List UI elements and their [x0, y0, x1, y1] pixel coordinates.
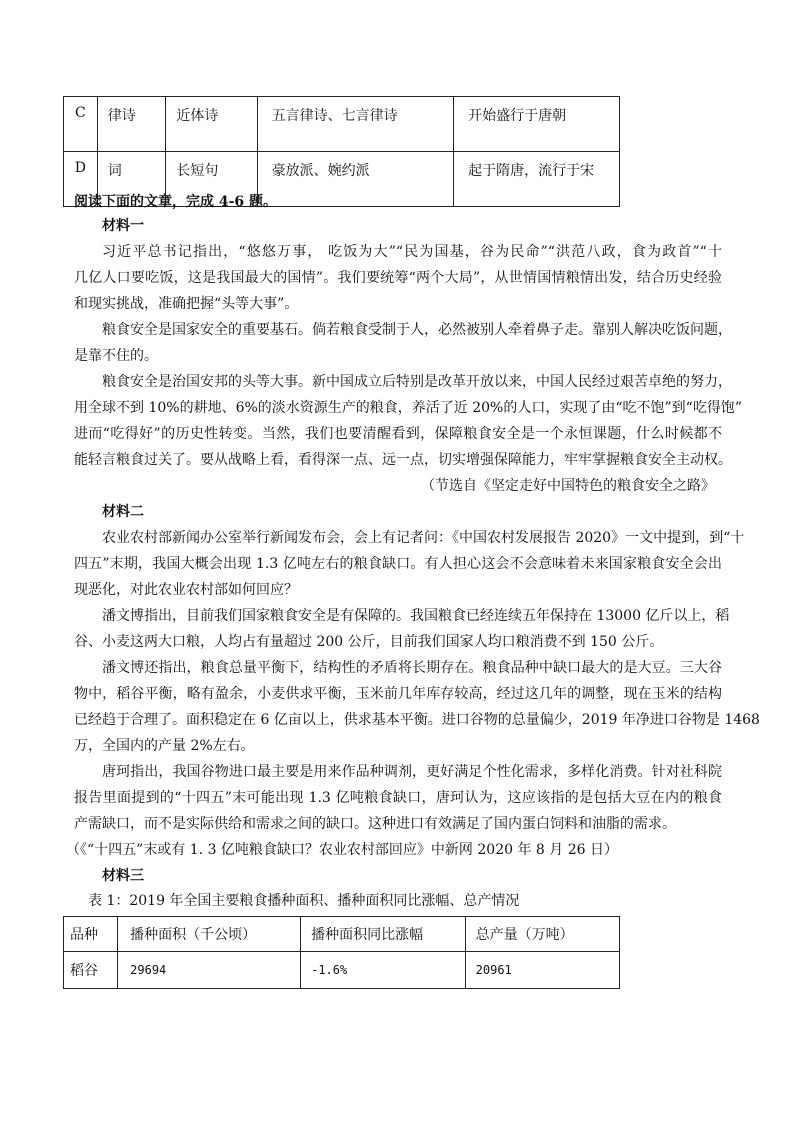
literary-forms-table: [63, 96, 620, 207]
table-cell: 开始盛行于唐朝: [454, 97, 620, 152]
table-cell: 近体诗: [166, 97, 257, 152]
material-1-source: （节选自《坚定走好中国特色的粮食安全之路》: [421, 478, 715, 494]
table-cell: -1.6%: [301, 952, 466, 989]
table-cell: D: [64, 152, 98, 207]
paragraph-line: 四五”末期，我国大概会出现 1.3 亿吨左右的粮食缺口。有人担心这会不会意味着未来国家粮食安全会出: [74, 556, 722, 572]
paragraph-line: 谷、小麦这两大口粮，人均占有量超过 200 公斤，目前我们国家人均口粮消费不到 150 公斤。: [74, 634, 664, 650]
table-header-cell: 品种: [64, 917, 118, 952]
material-2-source: （《“十四五”末或有 1. 3 亿吨粮食缺口？农业农村部回应》中新网 2020 年 8 月 26 日）: [66, 842, 618, 858]
paragraph-line: 和现实挑战，准确把握“头等大事”。: [74, 296, 299, 312]
paragraph-line: 习近平总书记指出，“悠悠万事， 吃饭为大”“民为国基，谷为民命”“洪范八政，食为政首”“十: [102, 244, 722, 260]
table-cell: 29694: [118, 952, 301, 989]
table-cell: C: [64, 97, 98, 152]
table-header-cell: 播种面积（千公顷）: [118, 917, 301, 952]
material-3-heading: 材料三: [102, 868, 144, 884]
table-cell: 20961: [465, 952, 619, 989]
material-2-heading: 材料二: [102, 504, 144, 520]
paragraph-line: 能轻言粮食过关了。要从战略上看，看得深一点、远一点，切实增强保障能力，牢牢掌握粮食安全主动权。: [74, 452, 732, 468]
paragraph-line: 唐珂指出，我国谷物进口最主要是用来作品种调剂，更好满足个性化需求，多样化消费。针对社科院: [102, 764, 722, 780]
table-header-row: [64, 917, 620, 952]
paragraph-line: 产需缺口，而不是实际供给和需求之间的缺口。这种进口有效满足了国内蛋白饲料和油脂的需求。: [74, 816, 676, 832]
paragraph-line: 万，全国内的产量 2%左右。: [74, 738, 255, 754]
paragraph-line: 用全球不到 10%的耕地、6%的淡水资源生产的粮食，养活了近 20%的人口，实现了由“吃不饱”到“吃得饱”: [74, 400, 742, 416]
table-header-cell: 播种面积同比涨幅: [301, 917, 466, 952]
table-cell: 稻谷: [64, 952, 118, 989]
paragraph-line: 已经趋于合理了。面积稳定在 6 亿亩以上，供求基本平衡。进口谷物的总量偏少，2019 年净进口谷物是 1468: [74, 712, 760, 728]
material-1-heading: 材料一: [102, 218, 144, 234]
paragraph-line: 是靠不住的。: [74, 348, 158, 364]
table-row: [64, 97, 620, 152]
grain-statistics-table: [63, 916, 620, 989]
table-cell: 长短句: [166, 152, 257, 207]
table-row: [64, 952, 620, 989]
table-caption: 表 1：2019 年全国主要粮食播种面积、播种面积同比涨幅、总产情况: [88, 893, 520, 909]
paragraph-line: 报告里面提到的“十四五”末可能出现 1.3 亿吨粮食缺口，唐珂认为，这应该指的是包括大豆在内的粮食: [74, 790, 722, 806]
paragraph-line: 物中，稻谷平衡，略有盈余，小麦供求平衡，玉米前几年库存较高，经过这几年的调整，现在玉米的结构: [74, 686, 722, 702]
table-header-cell: 总产量（万吨）: [465, 917, 619, 952]
paragraph-line: 进而“吃得好”的历史性转变。当然，我们也要清醒看到，保障粮食安全是一个永恒课题，什么时候都不: [74, 426, 722, 442]
paragraph-line: 粮食安全是国家安全的重要基石。倘若粮食受制于人，必然被别人牵着鼻子走。靠别人解决吃饭问题，: [102, 322, 732, 338]
paragraph-line: 粮食安全是治国安邦的头等大事。新中国成立后特别是改革开放以来，中国人民经过艰苦卓绝的努力，: [102, 374, 732, 390]
paragraph-line: 潘文博指出，目前我们国家粮食安全是有保障的。我国粮食已经连续五年保持在 13000 亿斤以上，稻: [102, 608, 730, 624]
reading-instruction: 阅读下面的文章，完成 4-6 题。: [74, 194, 278, 210]
table-cell: 起于隋唐，流行于宋: [454, 152, 620, 207]
table-cell: 五言律诗、七言律诗: [257, 97, 453, 152]
paragraph-line: 现恶化，对此农业农村部如何回应？: [74, 582, 298, 598]
paragraph-line: 农业农村部新闻办公室举行新闻发布会，会上有记者问：《中国农村发展报告 2020》一文中提到，到“十: [102, 530, 745, 546]
paragraph-line: 潘文博还指出，粮食总量平衡下，结构性的矛盾将长期存在。粮食品种中缺口最大的是大豆。三大谷: [102, 660, 722, 676]
table-cell: 豪放派、婉约派: [257, 152, 453, 207]
table-cell: 律诗: [97, 97, 166, 152]
paragraph-line: 几亿人口要吃饭，这是我国最大的国情”。我们要统筹“两个大局”，从世情国情粮情出发，结合历史经验: [74, 270, 722, 286]
table-cell: 词: [97, 152, 166, 207]
